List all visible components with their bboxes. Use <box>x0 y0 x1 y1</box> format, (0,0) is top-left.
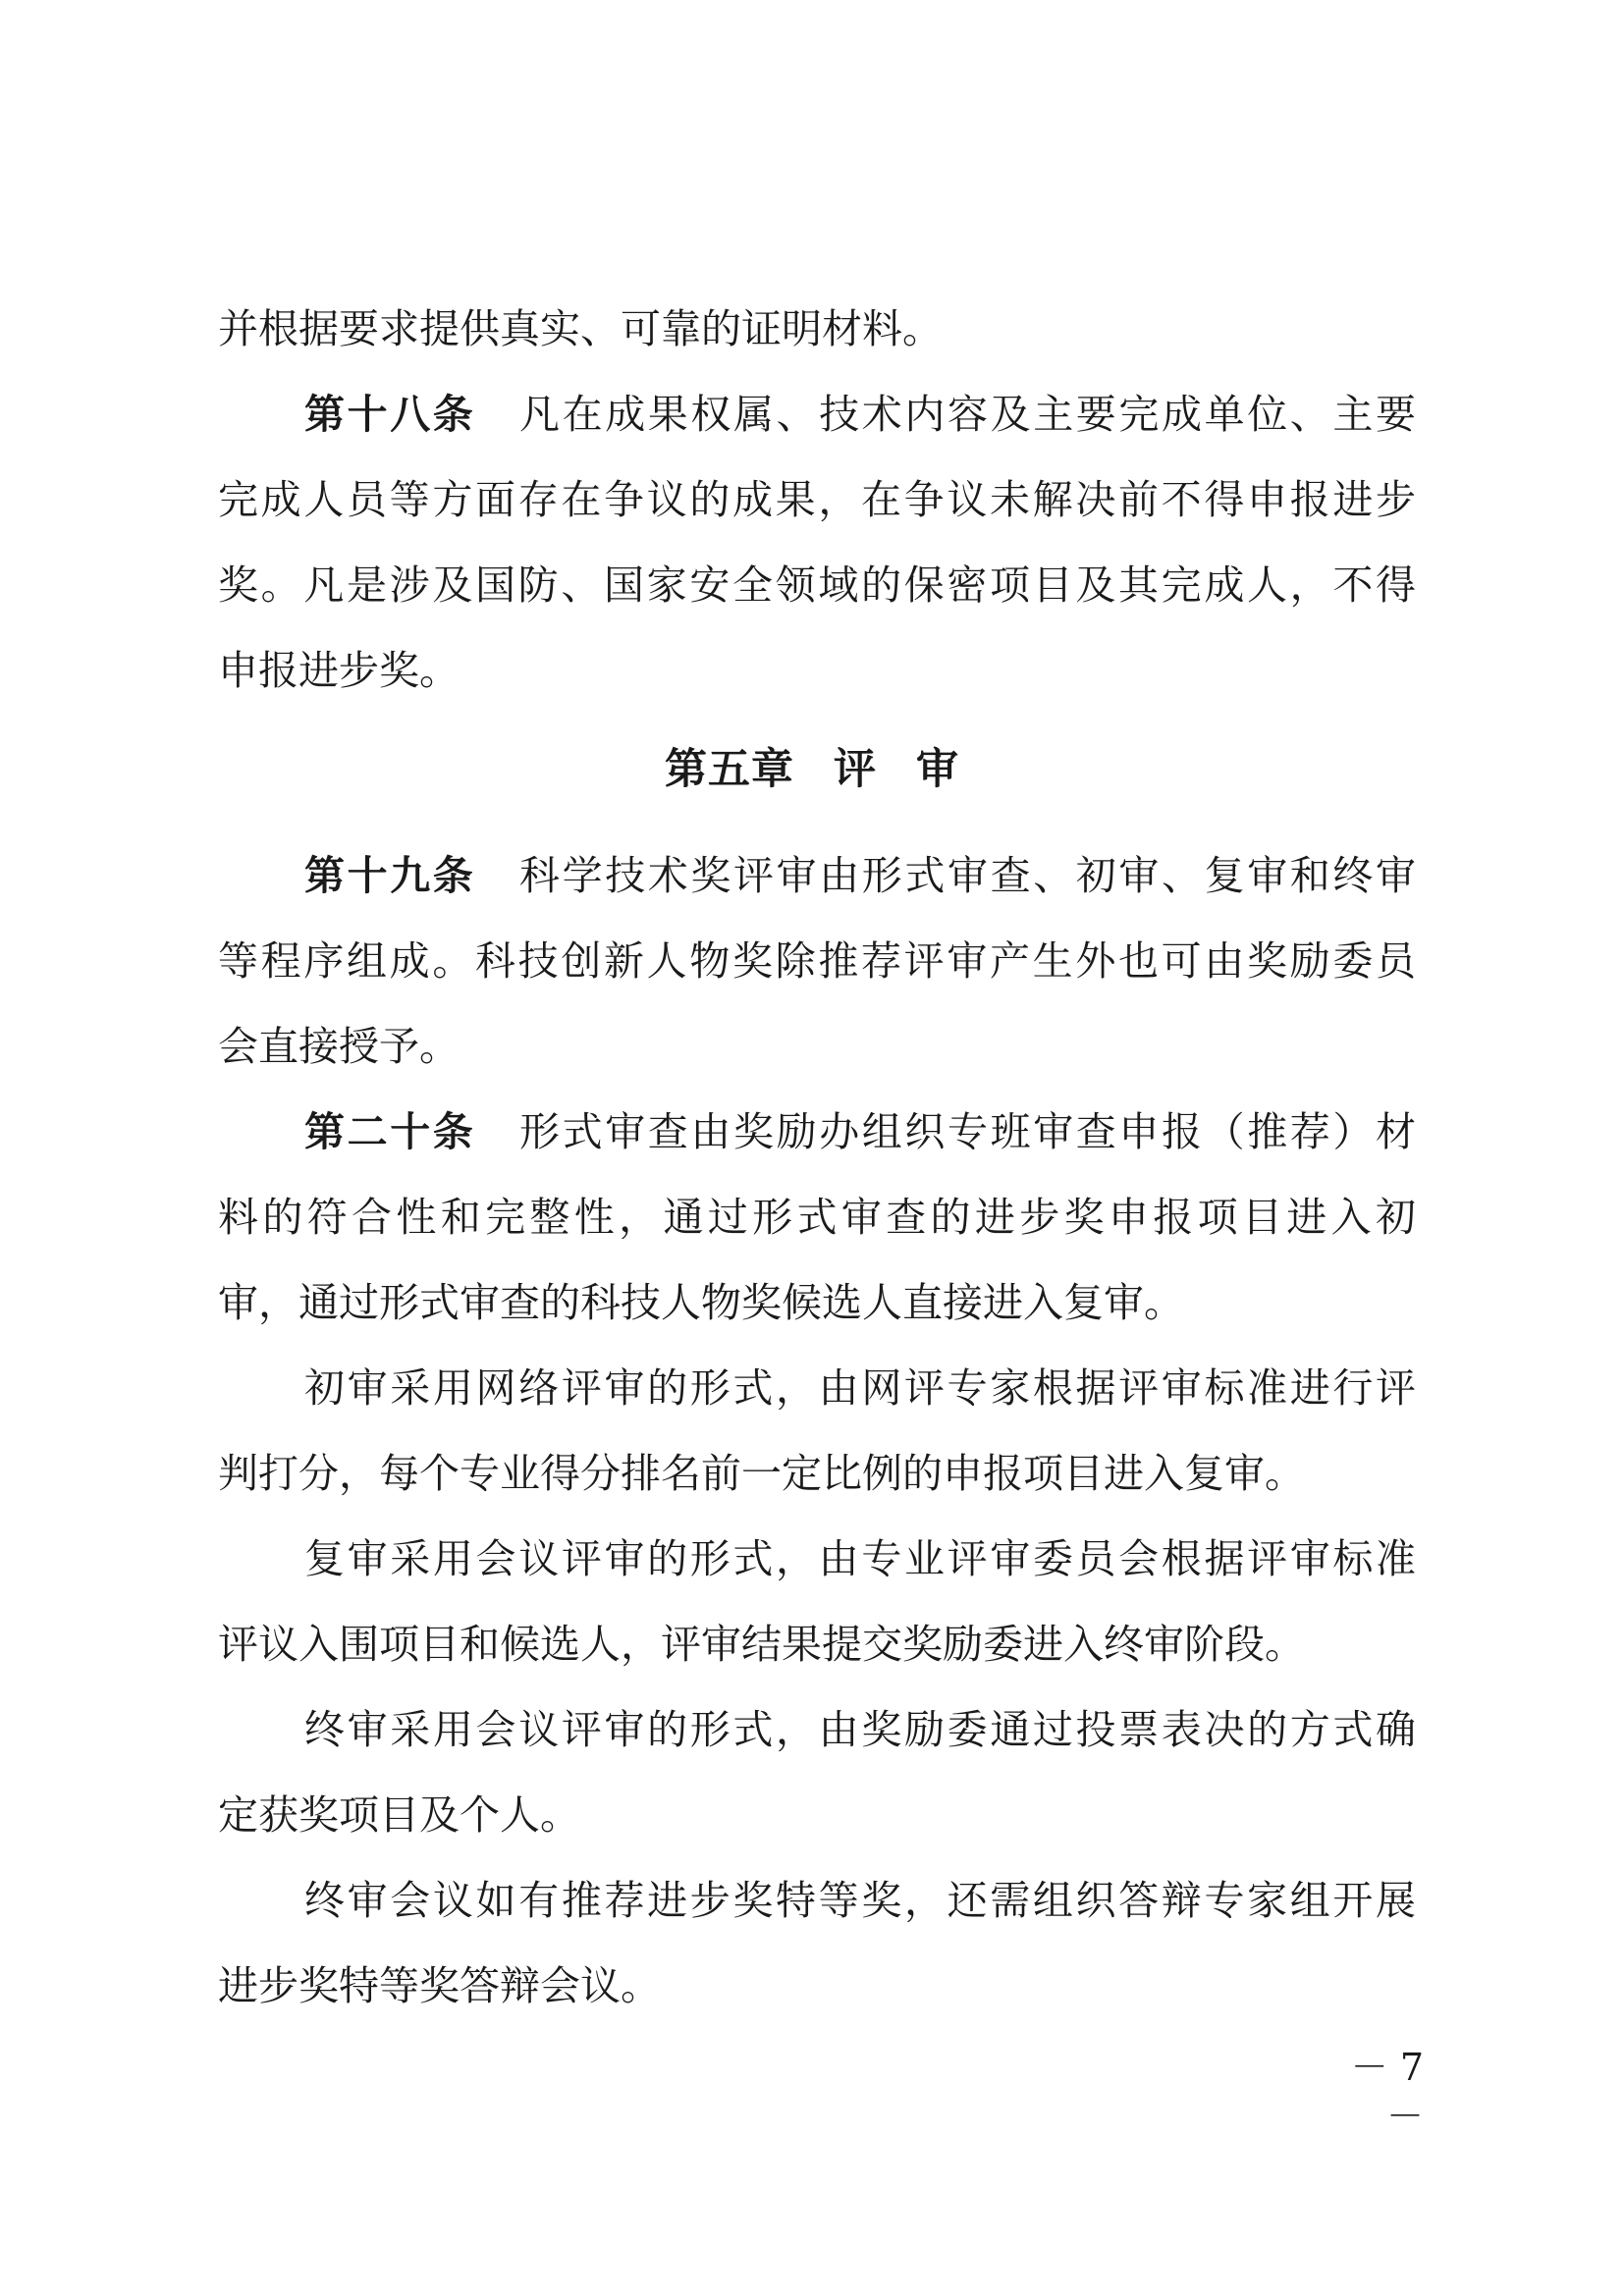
paragraph-line: 审，通过形式审查的科技人物奖候选人直接进入复审。 <box>218 1279 1184 1326</box>
article-heading: 第二十条 <box>304 1108 476 1155</box>
article-20-line: 第二十条 形式审查由奖励办组织专班审查申报（推荐）材 <box>304 1108 1417 1155</box>
chapter-title: 第五章 评 审 <box>665 745 959 794</box>
paragraph-line: 申报进步奖。 <box>218 647 460 694</box>
article-18-line: 第十八条 凡在成果权属、技术内容及主要完成单位、主要 <box>304 391 1417 438</box>
paragraph-line: 评议入围项目和候选人，评审结果提交奖励委进入终审阶段。 <box>218 1621 1305 1668</box>
article-heading: 第十九条 <box>304 852 476 899</box>
paragraph-line: 并根据要求提供真实、可靠的证明材料。 <box>218 305 943 352</box>
paragraph-line: 初审采用网络评审的形式，由网评专家根据评审标准进行评 <box>304 1364 1416 1412</box>
paragraph-line: 会直接授予。 <box>218 1023 460 1070</box>
paragraph-line: 奖。凡是涉及国防、国家安全领域的保密项目及其完成人，不得 <box>218 561 1416 609</box>
paragraph-line: 判打分，每个专业得分排名前一定比例的申报项目进入复审。 <box>218 1450 1305 1497</box>
page-number: － 7 － <box>1350 2046 1424 2138</box>
paragraph-line: 终审采用会议评审的形式，由奖励委通过投票表决的方式确 <box>304 1706 1416 1753</box>
paragraph-line: 进步奖特等奖答辩会议。 <box>218 1962 661 2009</box>
paragraph-line: 终审会议如有推荐进步奖特等奖，还需组织答辩专家组开展 <box>304 1877 1416 1924</box>
article-19-line: 第十九条 科学技术奖评审由形式审查、初审、复审和终审 <box>304 852 1417 899</box>
article-heading: 第十八条 <box>304 391 476 438</box>
paragraph-line: 等程序组成。科技创新人物奖除推荐评审产生外也可由奖励委员 <box>218 937 1416 985</box>
paragraph-line: 定获奖项目及个人。 <box>218 1791 580 1839</box>
paragraph-line: 料的符合性和完整性，通过形式审查的进步奖申报项目进入初 <box>218 1194 1416 1241</box>
paragraph-line: 完成人员等方面存在争议的成果，在争议未解决前不得申报进步 <box>218 476 1416 523</box>
paragraph-line: 复审采用会议评审的形式，由专业评审委员会根据评审标准 <box>304 1535 1416 1582</box>
